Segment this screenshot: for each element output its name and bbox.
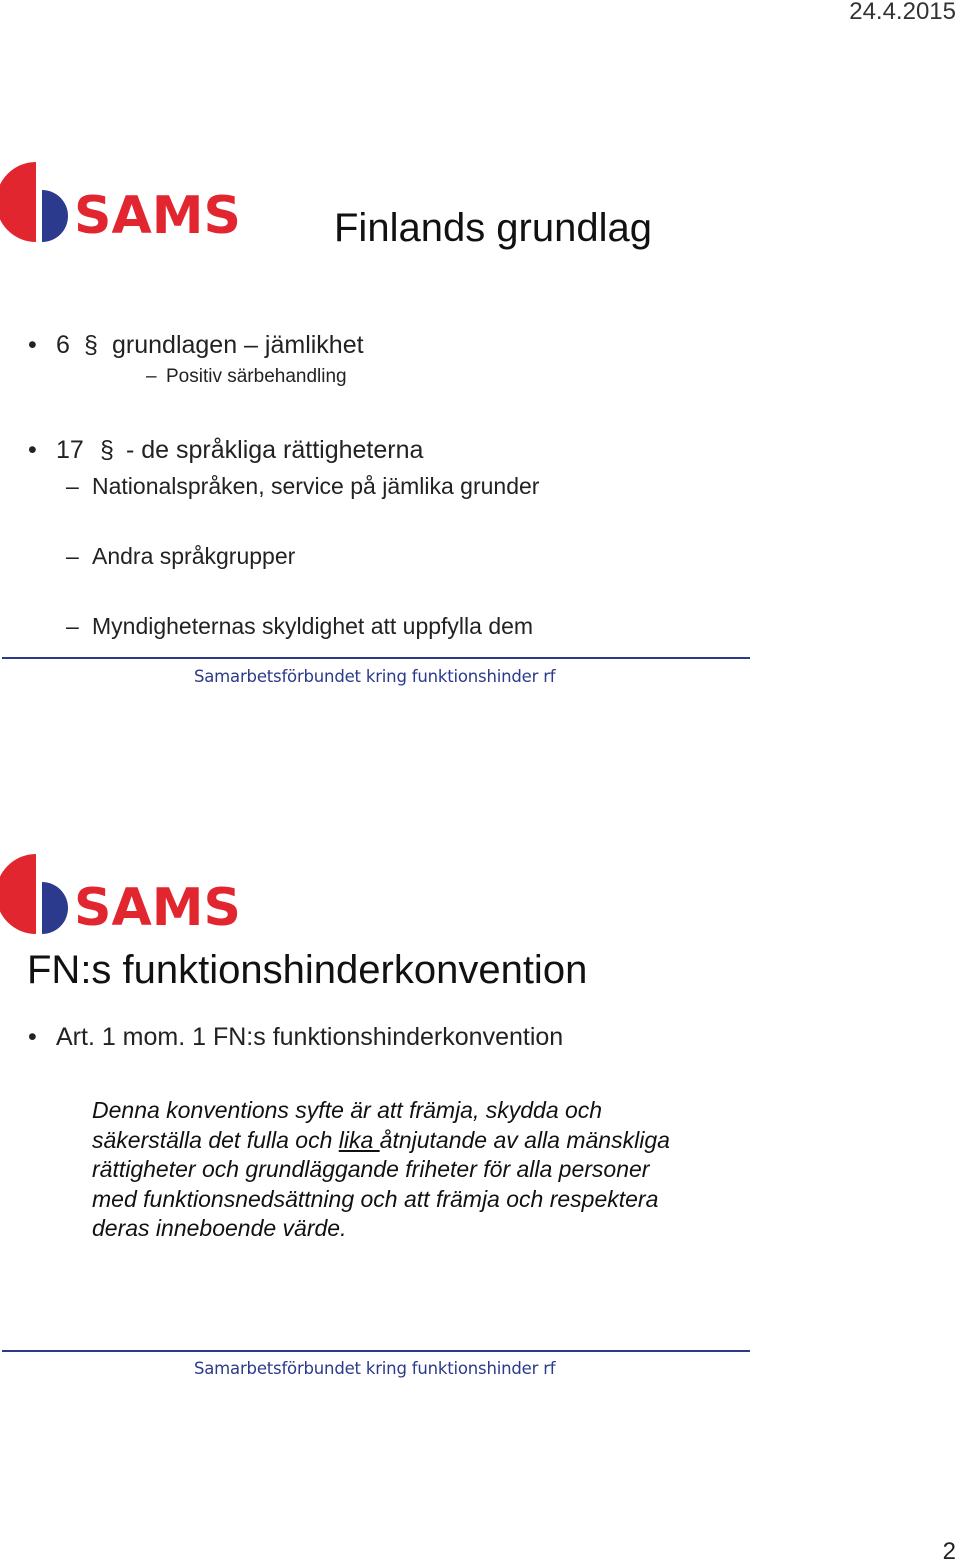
sams-logo-graphic: [2, 160, 241, 246]
footer-rule: [2, 1350, 750, 1352]
quote-line: [92, 1126, 732, 1156]
page-number: 2: [942, 1538, 956, 1565]
sub-dash: –: [66, 613, 79, 639]
bullet-marker: •: [28, 1023, 37, 1051]
sub-dash: –: [146, 366, 157, 387]
sub-item: Andra språkgrupper: [92, 543, 296, 569]
quote-line: med funktionsnedsättning och att främja och respektera: [92, 1185, 659, 1212]
paragraph-sign: §: [100, 436, 114, 464]
quote-line: rättigheter och grundläggande friheter för alla personer: [92, 1156, 650, 1182]
bullet-number: 6: [56, 331, 70, 359]
slide-title-grundlag: Finlands grundlag: [334, 206, 652, 250]
slide-title-konvention: FN:s funktionshinderkonvention: [27, 948, 588, 992]
bullet-text: - de språkliga rättigheterna: [126, 436, 424, 464]
sams-logo-graphic: [2, 852, 241, 938]
sams-logo: [2, 160, 241, 246]
footer-organization: Samarbetsförbundet kring funktionshinder rf: [194, 1359, 556, 1378]
sub-dash: –: [66, 543, 79, 569]
footer-rule: [2, 657, 750, 659]
bullet-marker: •: [28, 331, 37, 359]
quote-line: deras inneboende värde.: [92, 1215, 347, 1241]
svg-text:SAMS: SAMS: [74, 878, 241, 938]
bullet-text: grundlagen – jämlikhet: [112, 331, 364, 359]
bullet-text: Art. 1 mom. 1 FN:s funktionshinderkonvention: [56, 1023, 564, 1051]
quote-line: Denna konventions syfte är att främja, skydda och: [92, 1097, 603, 1123]
footer-organization: Samarbetsförbundet kring funktionshinder rf: [194, 667, 556, 686]
svg-text:SAMS: SAMS: [74, 186, 241, 246]
bullet-marker: •: [28, 436, 37, 464]
sub-dash: –: [66, 473, 79, 499]
paragraph-sign: §: [84, 331, 98, 359]
sub-item: Positiv särbehandling: [166, 366, 347, 387]
quote-block: [92, 1096, 732, 1244]
quote-text: säkerställa det fulla och: [92, 1126, 339, 1153]
header-date: 24.4.2015: [849, 0, 956, 25]
sub-item: Nationalspråken, service på jämlika grunder: [92, 473, 540, 499]
sams-logo: [2, 852, 241, 938]
quote-underlined-word: lika: [338, 1126, 380, 1153]
bullet-number: 17: [56, 436, 84, 464]
quote-text: åtnjutande av alla mänskliga: [379, 1126, 670, 1153]
sub-item: Myndigheternas skyldighet att uppfylla dem: [92, 613, 534, 639]
